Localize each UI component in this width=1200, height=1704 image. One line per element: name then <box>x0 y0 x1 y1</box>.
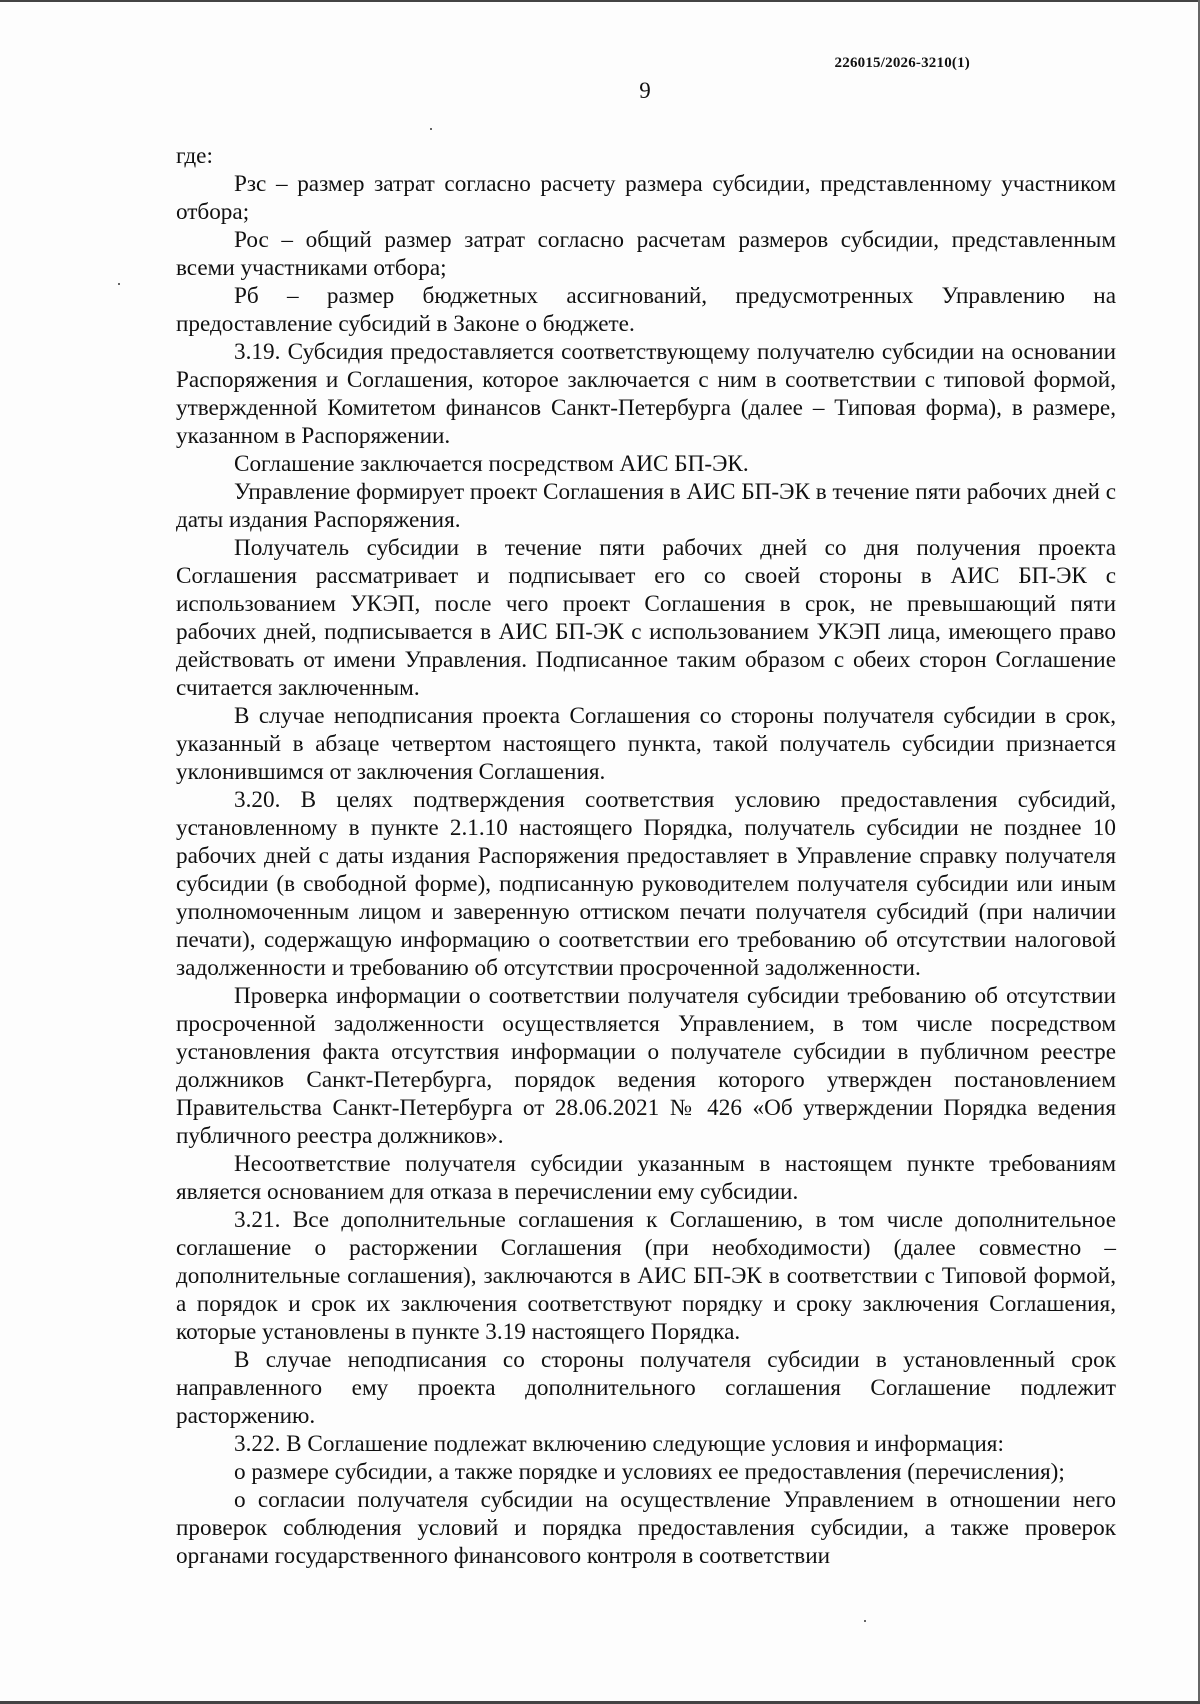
paragraph-rb-definition: Рб – размер бюджетных ассигнований, предусмотренных Управлению на предоставление субсидий в Законе о бюджете. <box>176 283 1116 337</box>
paragraph-3-21: 3.21. Все дополнительные соглашения к Соглашению, в том числе дополнительное соглашение о расторжении Соглашения (при необходимости) (далее совместно – дополнительные соглашения), заключаются в АИС БП-ЭК в соответствии с Типовой формой, а порядок и срок их заключения соответствуют порядку и сроку заключения Соглашения, которые установлены в пункте 3.19 настоящего Порядка. <box>176 1207 1116 1345</box>
page-number: 9 <box>639 78 651 103</box>
scan-speck <box>118 283 120 285</box>
paragraph-rzs-definition: Рзс – размер затрат согласно расчету размера субсидии, представленному участником отбора; <box>176 171 1116 225</box>
document-body <box>176 142 1116 1570</box>
scan-edge-top <box>0 0 1200 2</box>
paragraph-3-19: 3.19. Субсидия предоставляется соответствующему получателю субсидии на основании Распоряжения и Соглашения, которое заключается с ним в соответствии с типовой формой, утвержденной Комитетом финансов Санкт-Петербурга (далее – Типовая форма), в размере, указанном в Распоряжении. <box>176 339 1116 449</box>
paragraph-consent: о согласии получателя субсидии на осуществление Управлением в отношении него проверок соблюдения условий и порядка предоставления субсидии, а также проверок органами государственного финансового контроля в соответствии <box>176 1487 1116 1569</box>
paragraph-verification: Проверка информации о соответствии получателя субсидии требованию об отсутствии просроченной задолженности осуществляется Управлением, в том числе посредством установления факта отсутствия информации о получателе субсидии в публичном реестре должников Санкт-Петербурга, порядок ведения которого утвержден постановлением Правительства Санкт-Петербурга от 28.06.2021 № 426 «Об утверждении Порядка ведения публичного реестра должников». <box>176 983 1116 1149</box>
paragraph-non-signing: В случае неподписания проекта Соглашения со стороны получателя субсидии в срок, указанный в абзаце четвертом настоящего пункта, такой получатель субсидии признается уклонившимся от заключения Соглашения. <box>176 703 1116 785</box>
paragraph-where: где: <box>176 143 213 169</box>
paragraph-recipient-signs: Получатель субсидии в течение пяти рабочих дней со дня получения проекта Соглашения рассматривает и подписывает его со своей стороны в АИС БП-ЭК с использованием УКЭП, после чего проект Соглашения в срок, не превышающий пяти рабочих дней, подписывается в АИС БП-ЭК с использованием УКЭП лица, имеющего право действовать от имени Управления. Подписанное таким образом с обеих сторон Соглашение считается заключенным. <box>176 535 1116 701</box>
document-registration-number: 226015/2026-3210(1) <box>834 55 970 71</box>
scan-speck <box>864 1620 866 1622</box>
paragraph-3-20: 3.20. В целях подтверждения соответствия условию предоставления субсидий, установленному в пункте 2.1.10 настоящего Порядка, получатель субсидии не позднее 10 рабочих дней с даты издания Распоряжения предоставляет в Управление справку получателя субсидии (в свободной форме), подписанную руководителем получателя субсидии или иным уполномоченным лицом и заверенную оттиском печати получателя субсидий (при наличии печати), содержащую информацию о соответствии его требованию об отсутствии налоговой задолженности и требованию об отсутствии просроченной задолженности. <box>176 787 1116 981</box>
paragraph-additional-non-signing: В случае неподписания со стороны получателя субсидии в установленный срок направленного ему проекта дополнительного соглашения Соглашение подлежит расторжению. <box>176 1347 1116 1429</box>
paragraph-agreement-ais: Соглашение заключается посредством АИС БП-ЭК. <box>234 451 749 477</box>
paragraph-subsidy-size: о размере субсидии, а также порядке и условиях ее предоставления (перечисления); <box>234 1459 1065 1485</box>
scan-speck <box>430 128 432 130</box>
paragraph-management-forms-draft: Управление формирует проект Соглашения в АИС БП-ЭК в течение пяти рабочих дней с даты издания Распоряжения. <box>176 479 1116 533</box>
paragraph-3-22: 3.22. В Соглашение подлежат включению следующие условия и информация: <box>234 1431 1004 1457</box>
paragraph-ros-definition: Рос – общий размер затрат согласно расчетам размеров субсидии, представленным всеми участниками отбора; <box>176 227 1116 281</box>
paragraph-non-compliance: Несоответствие получателя субсидии указанным в настоящем пункте требованиям является основанием для отказа в перечислении ему субсидии. <box>176 1151 1116 1205</box>
